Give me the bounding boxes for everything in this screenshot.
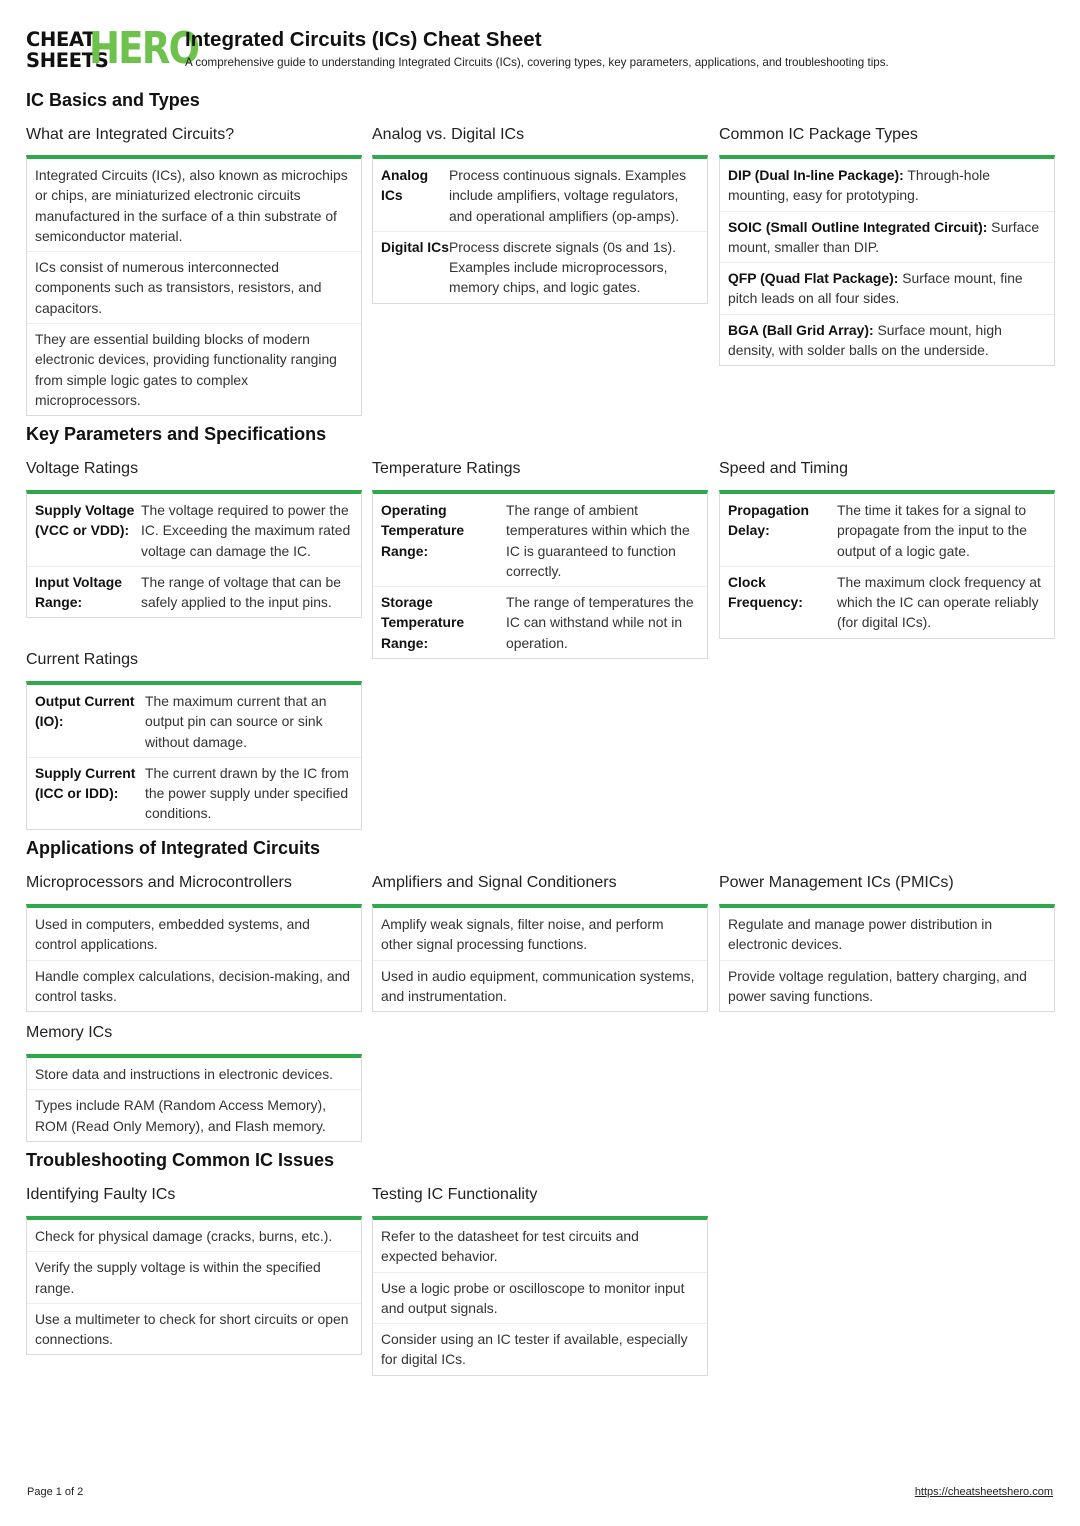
- row-value: The range of voltage that can be safely applied to the input pins.: [141, 573, 342, 611]
- row-value: The current drawn by the IC from the power supply under specified conditions.: [145, 764, 349, 822]
- card-title-faulty: Identifying Faulty ICs: [26, 1186, 176, 1203]
- row-key: Supply Voltage (VCC or VDD):: [35, 502, 135, 539]
- list-item: Consider using an IC tester if available, especially for digital ICs.: [373, 1323, 707, 1375]
- card-current-ratings: [26, 681, 362, 830]
- page-subtitle: A comprehensive guide to understanding Integrated Circuits (ICs), covering types, key parameters, applications, and troubleshooting tips.: [185, 56, 889, 69]
- card-analog-digital: [372, 155, 708, 304]
- page-title: Integrated Circuits (ICs) Cheat Sheet: [185, 28, 542, 51]
- list-item: Handle complex calculations, decision-making, and control tasks.: [27, 960, 361, 1012]
- table-row: [373, 494, 707, 586]
- page-number: Page 1 of 2: [27, 1486, 84, 1498]
- card-title-micro: Microprocessors and Microcontrollers: [26, 874, 292, 891]
- page-header: [26, 23, 1056, 76]
- section-title-apps: Applications of Integrated Circuits: [26, 838, 321, 858]
- site-link[interactable]: https://cheatsheetshero.com: [914, 1486, 1053, 1498]
- logo-accent: HERO: [89, 23, 199, 74]
- card-title-voltage: Voltage Ratings: [26, 460, 139, 477]
- row-key: Output Current (IO):: [35, 693, 135, 730]
- row-value: Surface mount, high density, with solder balls on the underside.: [728, 321, 1002, 359]
- card-title-temperature: Temperature Ratings: [372, 460, 521, 477]
- card-temperature-ratings: [372, 490, 708, 659]
- row-key: Analog ICs: [381, 167, 429, 204]
- list-item: Use a logic probe or oscilloscope to monitor input and output signals.: [373, 1272, 707, 1324]
- row-value: Process continuous signals. Examples include amplifiers, voltage regulators, and operational amplifiers (op-amps).: [449, 167, 687, 224]
- row-value: The voltage required to power the IC. Exceeding the maximum rated voltage can damage the IC.: [141, 502, 351, 559]
- row-key: DIP (Dual In-line Package):: [728, 167, 904, 183]
- list-item: Verify the supply voltage is within the specified range.: [27, 1251, 361, 1303]
- row-key: Clock Frequency:: [728, 573, 803, 611]
- table-row: [373, 159, 707, 231]
- section-title-basics: IC Basics and Types: [26, 90, 200, 110]
- list-item: Use a multimeter to check for short circuits or open connections.: [27, 1303, 361, 1355]
- card-package-types: [719, 155, 1055, 366]
- row-value: Surface mount, smaller than DIP.: [728, 218, 1040, 255]
- row-value: The time it takes for a signal to propagate from the input to the output of a logic gate.: [837, 502, 1027, 559]
- row-value: The range of temperatures the IC can withstand while not in operation.: [506, 594, 694, 651]
- card-speed-timing: [719, 490, 1055, 639]
- card-title-packages: Common IC Package Types: [719, 126, 918, 143]
- table-row: [373, 231, 707, 303]
- card-title-memory: Memory ICs: [26, 1024, 113, 1041]
- row-value: The range of ambient temperatures within which the IC is guaranteed to function correctly.: [506, 502, 690, 579]
- card-voltage-ratings: [26, 490, 362, 618]
- list-item: Used in computers, embedded systems, and control applications.: [35, 916, 310, 953]
- section-title-trouble: Troubleshooting Common IC Issues: [26, 1150, 335, 1170]
- list-item: Store data and instructions in electronic devices.: [35, 1066, 334, 1082]
- list-item: [720, 314, 1054, 366]
- list-item: Types include RAM (Random Access Memory), ROM (Read Only Memory), and Flash memory.: [27, 1089, 361, 1141]
- card-microprocessors: [26, 904, 362, 1012]
- card-title-speed: Speed and Timing: [719, 460, 848, 477]
- list-item: Integrated Circuits (ICs), also known as microchips or chips, are miniaturized electronic circuits manufactured in the surface of a thin substrate of semiconductor material.: [35, 167, 348, 244]
- list-item: ICs consist of numerous interconnected components such as transistors, resistors, and capacitors.: [27, 251, 361, 323]
- list-item: [720, 159, 1054, 211]
- section-title-params: Key Parameters and Specifications: [26, 424, 327, 444]
- table-row: [373, 586, 707, 658]
- row-key: Operating Temperature Range:: [381, 502, 465, 559]
- card-title-current: Current Ratings: [26, 651, 139, 668]
- row-value: Through-hole mounting, easy for prototyping.: [728, 167, 990, 204]
- row-value: Surface mount, fine pitch leads on all four sides.: [728, 270, 1023, 307]
- row-key: Supply Current (ICC or IDD):: [35, 764, 136, 802]
- row-key: Digital ICs: [381, 238, 449, 255]
- card-title-amps: Amplifiers and Signal Conditioners: [372, 874, 617, 891]
- card-memory-ics: [26, 1054, 362, 1142]
- card-testing-ics: [372, 1216, 708, 1376]
- card-title-analog-digital: Analog vs. Digital ICs: [372, 126, 525, 143]
- logo-top: CHEAT: [26, 28, 96, 51]
- row-value: The maximum current that an output pin can source or sink without damage.: [145, 693, 327, 750]
- card-faulty-ics: [26, 1216, 362, 1355]
- card-title-what: What are Integrated Circuits?: [26, 126, 235, 143]
- card-title-testing: Testing IC Functionality: [372, 1186, 538, 1203]
- table-row: [720, 566, 1054, 638]
- table-row: [720, 494, 1054, 566]
- card-what-are-ics: [26, 155, 362, 416]
- cheatsheetshero-logo[interactable]: [26, 23, 199, 74]
- row-key: Input Voltage Range:: [35, 573, 122, 611]
- row-key: QFP (Quad Flat Package):: [728, 270, 899, 287]
- list-item: They are essential building blocks of modern electronic devices, providing functionality ranging from simple logic gates to complex microprocessors.: [27, 323, 361, 415]
- list-item: [720, 211, 1054, 263]
- table-row: [27, 566, 361, 618]
- list-item: Provide voltage regulation, battery charging, and power saving functions.: [720, 960, 1054, 1012]
- table-row: [27, 494, 361, 566]
- list-item: Regulate and manage power distribution in electronic devices.: [728, 916, 993, 953]
- table-row: [27, 685, 361, 757]
- row-key: BGA (Ball Grid Array):: [728, 321, 874, 338]
- card-pmic: [719, 904, 1055, 1012]
- card-amplifiers: [372, 904, 708, 1012]
- list-item: [720, 262, 1054, 314]
- row-key: Propagation Delay:: [728, 502, 810, 539]
- list-item: Used in audio equipment, communication systems, and instrumentation.: [373, 960, 707, 1012]
- row-value: The maximum clock frequency at which the IC can operate reliably (for digital ICs).: [837, 573, 1041, 631]
- list-item: Check for physical damage (cracks, burns, etc.).: [35, 1228, 333, 1244]
- card-title-pmic: Power Management ICs (PMICs): [719, 874, 954, 891]
- logo-bottom: SHEETS: [26, 49, 109, 72]
- row-key: SOIC (Small Outline Integrated Circuit):: [728, 218, 988, 235]
- table-row: [27, 757, 361, 829]
- list-item: Amplify weak signals, filter noise, and perform other signal processing functions.: [381, 916, 664, 953]
- row-key: Storage Temperature Range:: [381, 594, 465, 651]
- row-value: Process discrete signals (0s and 1s). Examples include microprocessors, memory chips, and logic gates.: [449, 238, 676, 296]
- list-item: Refer to the datasheet for test circuits and expected behavior.: [381, 1228, 639, 1265]
